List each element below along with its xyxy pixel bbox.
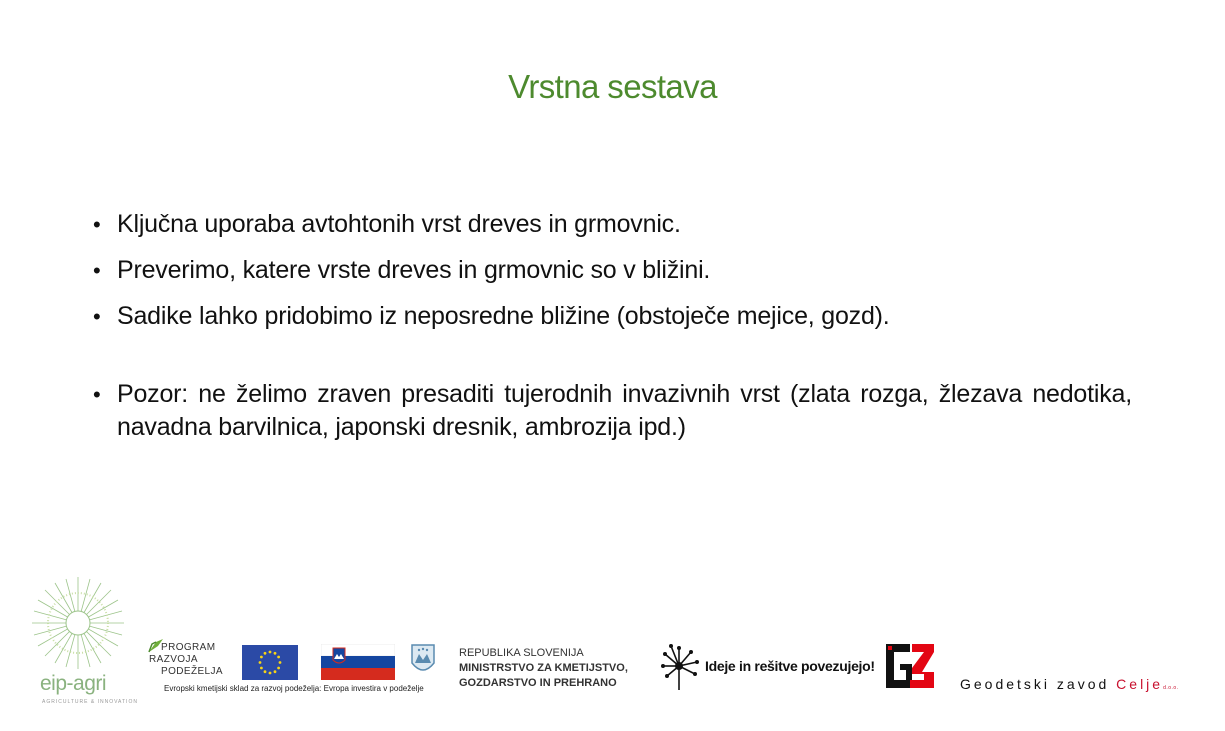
bullet-list bbox=[92, 208, 1132, 457]
eip-agri-logo bbox=[28, 575, 138, 705]
dandelion-icon bbox=[661, 642, 703, 692]
program-razvoja-logo bbox=[147, 636, 227, 686]
eip-agri-tagline: AGRICULTURE & INNOVATION bbox=[42, 699, 138, 705]
bullet-marker: • bbox=[93, 212, 101, 237]
bullet-text: Ključna uporaba avtohtonih vrst dreves in grmovnic. bbox=[117, 210, 681, 238]
gz-suffix: d.o.o. bbox=[1163, 685, 1179, 691]
bullet-marker: • bbox=[93, 382, 101, 407]
bullet-text: Sadike lahko pridobimo iz neposredne bližine (obstoječe mejice, gozd). bbox=[117, 302, 890, 330]
bullet-marker: • bbox=[93, 258, 101, 283]
network-slogan: Ideje in rešitve povezujejo! bbox=[705, 658, 875, 674]
bullet-text: Pozor: ne želimo zraven presaditi tujerodnih invazivnih vrst (zlata rozga, žlezava nedotika, navadna barvilnica, japonski dresnik, ambrozija ipd.) bbox=[117, 380, 1132, 441]
slide-title: Vrstna sestava bbox=[508, 68, 717, 105]
ministry-line-3: GOZDARSTVO IN PREHRANO bbox=[459, 677, 617, 689]
gz-company-name bbox=[960, 676, 1179, 692]
bullet-item bbox=[92, 378, 1132, 444]
bullet-item bbox=[92, 254, 1132, 287]
bullet-item bbox=[92, 300, 1132, 333]
bullet-item bbox=[92, 208, 1132, 241]
bullet-marker: • bbox=[93, 304, 101, 329]
ministry-line-2: MINISTRSTVO ZA KMETIJSTVO, bbox=[459, 662, 628, 674]
program-line-3: PODEŽELJA bbox=[161, 666, 223, 677]
slovenia-coat-of-arms-icon bbox=[410, 643, 436, 677]
gz-prefix: Geodetski zavod bbox=[960, 676, 1117, 692]
slovenia-flag-icon bbox=[321, 644, 395, 680]
eip-agri-label: eip-agri bbox=[40, 672, 107, 695]
bullet-text: Preverimo, katere vrste dreves in grmovnic so v bližini. bbox=[117, 256, 711, 284]
ministry-line-1: REPUBLIKA SLOVENIJA bbox=[459, 647, 584, 659]
fund-caption: Evropski kmetijski sklad za razvoj podeželja: Evropa investira v podeželje bbox=[164, 684, 424, 693]
eip-agri-burst-icon bbox=[30, 575, 126, 671]
gz-highlight: Celje bbox=[1116, 676, 1164, 692]
program-line-2: RAZVOJA bbox=[149, 654, 198, 665]
program-line-1: PROGRAM bbox=[161, 642, 216, 653]
footer-logos bbox=[0, 570, 1225, 731]
eu-flag-icon bbox=[242, 645, 298, 680]
gz-logo-icon bbox=[884, 640, 936, 692]
